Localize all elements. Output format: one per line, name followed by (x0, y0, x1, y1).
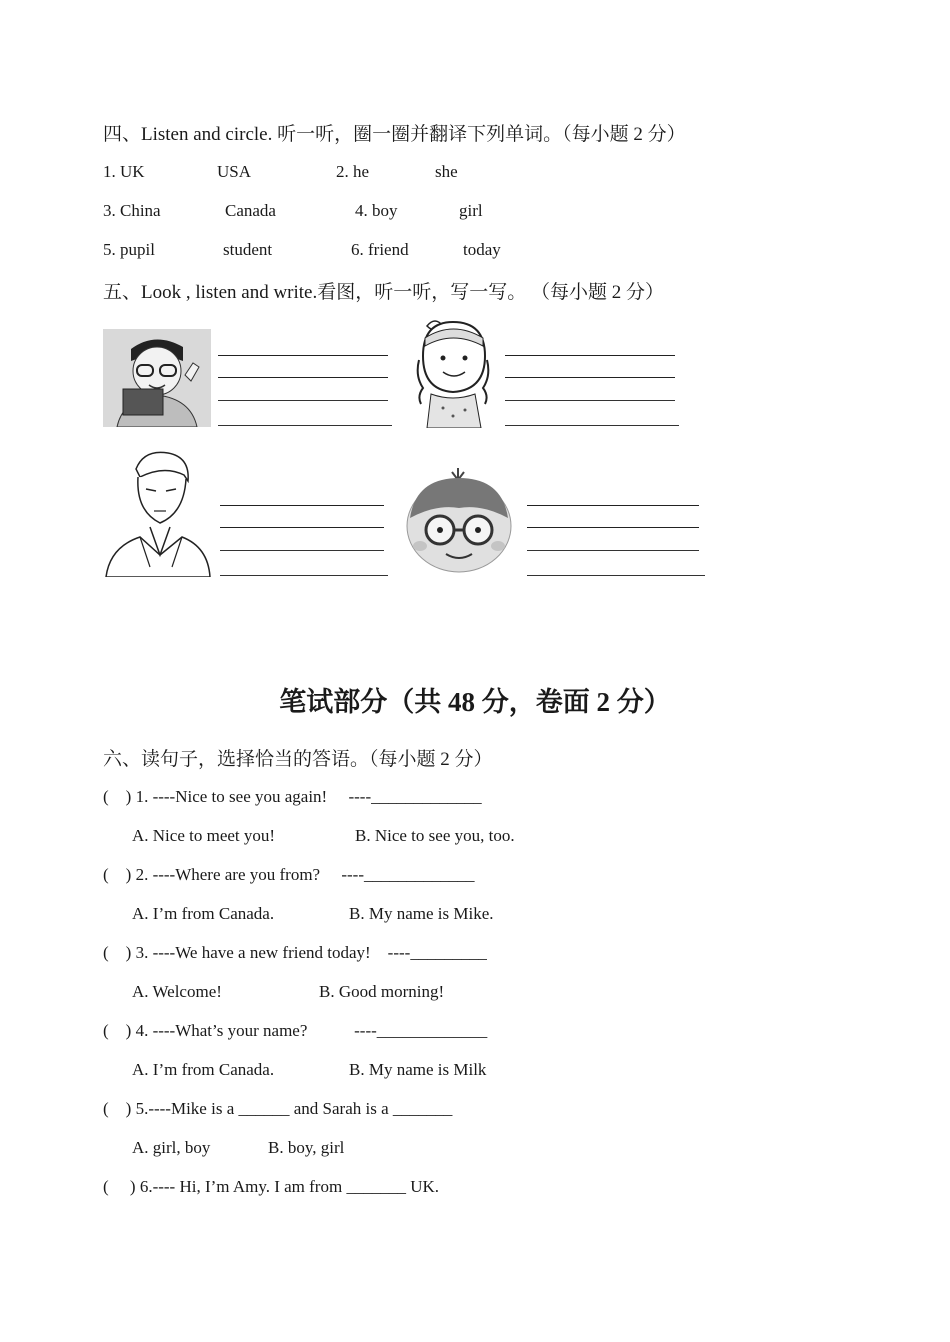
word-china[interactable]: 3. China (103, 201, 161, 220)
girl-picture (413, 316, 493, 428)
man-picture (104, 447, 212, 577)
answer-line[interactable] (505, 425, 679, 426)
word-friend[interactable]: 6. friend (351, 240, 409, 259)
word-pupil[interactable]: 5. pupil (103, 240, 155, 259)
word-student[interactable]: student (223, 240, 273, 259)
word-canada[interactable]: Canada (225, 201, 276, 220)
question-6[interactable]: ( ) 6.---- Hi, I’m Amy. I am from _______ UK. (103, 1177, 439, 1196)
option-3b[interactable]: B. Good morning! (319, 982, 445, 1001)
answer-line[interactable] (220, 575, 388, 576)
option-2b[interactable]: B. My name is Mike. (349, 904, 494, 923)
answer-line[interactable] (527, 575, 705, 576)
option-2a[interactable]: A. I’m from Canada. (132, 904, 275, 923)
option-3a[interactable]: A. Welcome! (132, 982, 222, 1001)
option-4b[interactable]: B. My name is Milk (349, 1060, 487, 1079)
section6-heading: 六、读句子，选择恰当的答语。（每小题 2 分） (103, 749, 493, 770)
answer-line[interactable] (505, 377, 675, 378)
question-1[interactable]: ( ) 1. ----Nice to see you again! ----_____________ (103, 787, 482, 806)
teacher-picture (103, 329, 211, 427)
word-usa[interactable]: USA (217, 162, 252, 181)
question-5[interactable]: ( ) 5.----Mike is a ______ and Sarah is a _______ (103, 1099, 453, 1118)
option-5a[interactable]: A. girl, boy (132, 1138, 211, 1157)
answer-line[interactable] (220, 550, 384, 551)
option-4a[interactable]: A. I’m from Canada. (132, 1060, 275, 1079)
question-3[interactable]: ( ) 3. ----We have a new friend today! ----_________ (103, 943, 487, 962)
section4-heading: 四、Listen and circle. 听一听，圈一圈并翻译下列单词。（每小题 2 分） (103, 124, 686, 145)
answer-line[interactable] (527, 505, 699, 506)
boy-picture (402, 466, 516, 576)
word-girl[interactable]: girl (459, 201, 483, 220)
answer-line[interactable] (505, 355, 675, 356)
answer-line[interactable] (220, 505, 384, 506)
answer-line[interactable] (218, 425, 392, 426)
word-boy[interactable]: 4. boy (355, 201, 398, 220)
written-part-title: 笔试部分（共 48 分，卷面 2 分） (279, 687, 671, 717)
answer-line[interactable] (527, 527, 699, 528)
option-5b[interactable]: B. boy, girl (268, 1138, 345, 1157)
answer-line[interactable] (218, 355, 388, 356)
answer-line[interactable] (218, 377, 388, 378)
word-today[interactable]: today (463, 240, 501, 259)
question-2[interactable]: ( ) 2. ----Where are you from? ----_____________ (103, 865, 475, 884)
question-4[interactable]: ( ) 4. ----What’s your name? ----_____________ (103, 1021, 488, 1040)
answer-line[interactable] (220, 527, 384, 528)
word-uk[interactable]: 1. UK (103, 162, 145, 181)
option-1b[interactable]: B. Nice to see you, too. (355, 826, 515, 845)
answer-line[interactable] (218, 400, 388, 401)
answer-line[interactable] (527, 550, 699, 551)
answer-line[interactable] (505, 400, 675, 401)
option-1a[interactable]: A. Nice to meet you! (132, 826, 276, 845)
word-he[interactable]: 2. he (336, 162, 370, 181)
word-she[interactable]: she (435, 162, 458, 181)
section5-heading: 五、Look , listen and write.看图，听一听，写一写。 （每小题 2 分） (103, 282, 664, 303)
